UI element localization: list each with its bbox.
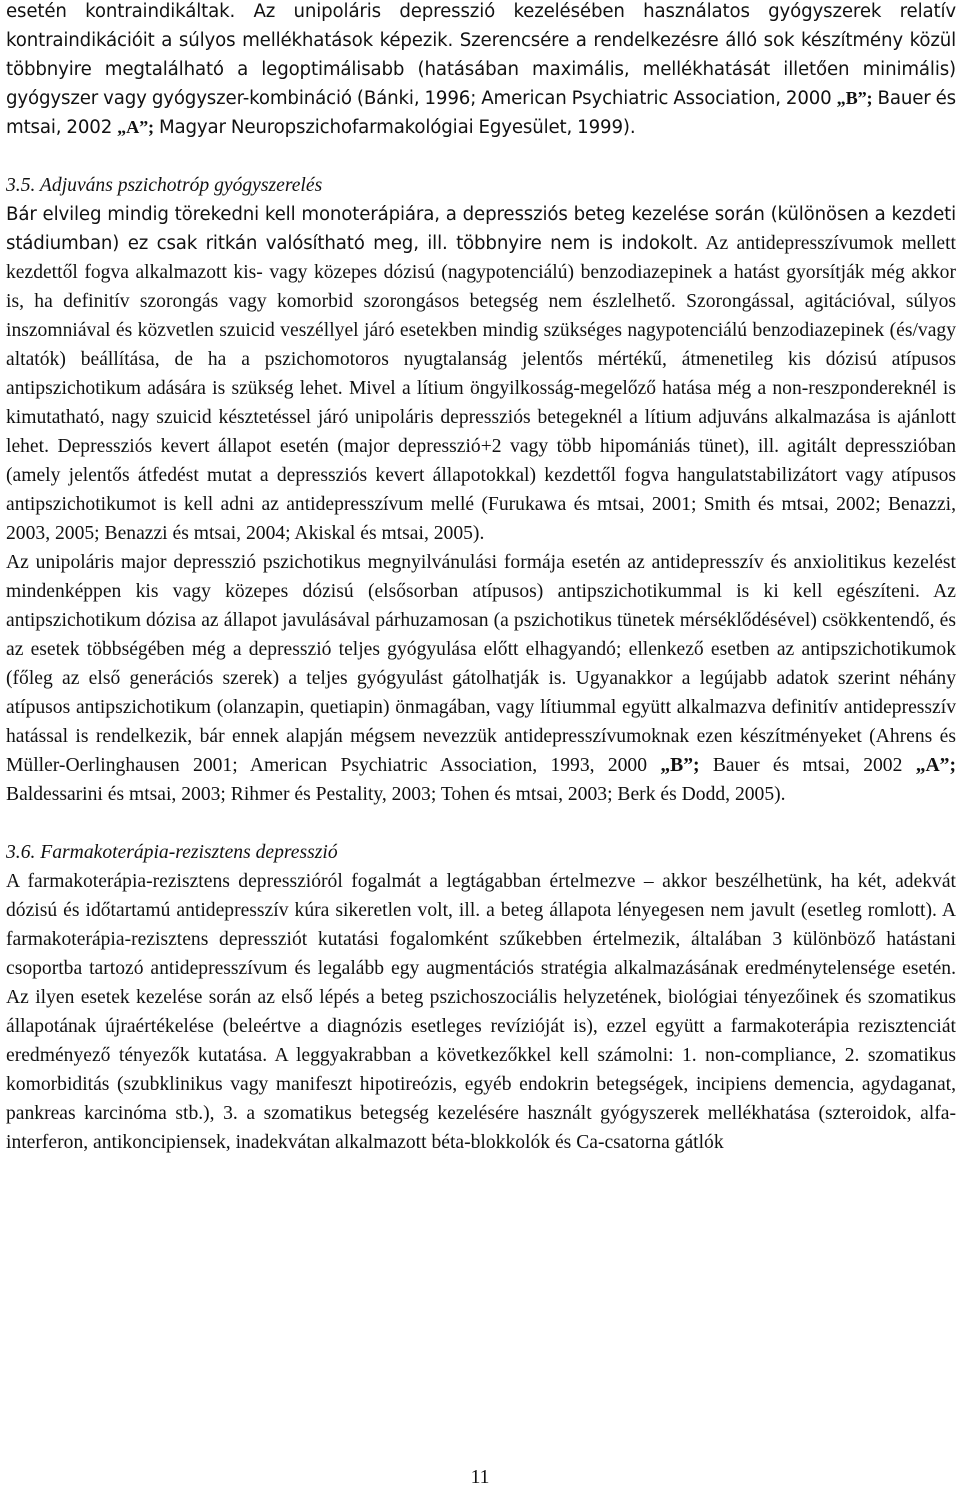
citation-mark-a: „A”; bbox=[117, 117, 154, 137]
paragraph-2-text-part2: Bauer és mtsai, 2002 bbox=[699, 755, 916, 776]
document-page bbox=[6, 0, 956, 1157]
paragraph-1-sans-text: Bár elvileg mindig törekedni kell monoterápiára, a depressziós beteg kezelése során (különösen a kezdeti stádiumban) ez csak ritkán valósítható meg, ill. többnyire nem is indokolt. bbox=[6, 204, 956, 254]
intro-text-part3: Magyar Neuropszichofarmakológiai Egyesület, 1999). bbox=[153, 117, 636, 138]
citation-mark-b: „B”; bbox=[660, 755, 700, 776]
section-heading-3-6: 3.6. Farmakoterápia-rezisztens depresszió bbox=[6, 842, 338, 863]
citation-mark-a: „A”; bbox=[915, 755, 956, 776]
intro-paragraph bbox=[6, 0, 956, 142]
section-3-5-paragraph-2 bbox=[6, 548, 956, 809]
section-heading-3-5: 3.5. Adjuváns pszichotróp gyógyszerelés bbox=[6, 175, 323, 196]
intro-text-part2: Bauer és mtsai, 2002 bbox=[6, 88, 957, 138]
paragraph-2-text-part1: Az unipoláris major depresszió pszichotikus megnyilvánulási formája esetén az antidepresszív és anxiolitikus kezelést mindenképpen kis vagy közepes dózisú (elsősorban atípusos) antipszichotikummal is ki kell egészíteni. Az antipszichotikum dózisa az állapot javulásával párhuzamosan (a pszichotikus tünetek mérséklődésével) csökkentendő, és az esetek többségében még a depresszió teljes gyógyulása előtt elhagyandó; ellenkező esetben az antipszichotikumok (főleg az első generációs szerek) a teljes gyógyulást gátolhatják is. Ugyanakkor a legújabb adatok szerint néhány atípusos antipszichotikum (olanzapin, quetiapin) önmagában, vagy lítiummal együtt alkalmazva definitív antidepresszív hatással is rendelkezik, bár ennek alapján mégsem nevezzük antidepresszívumoknak ezen készítményeket (Ahrens és Müller-Oerlinghausen 2001; American Psychiatric Association, 1993, 2000 bbox=[6, 552, 956, 776]
citation-mark-b: „B”; bbox=[836, 88, 873, 108]
intro-text-part1: esetén kontraindikáltak. Az unipoláris depresszió kezelésében használatos gyógyszerek relatív kontraindikációit a súlyos mellékhatások képezik. Szerencsére a rendelkezésre álló sok készítmény közül többnyire megtalálható a legoptimálisabb (hatásában maximális, mellékhatását illetően minimális) gyógyszer vagy gyógyszer-kombináció (Bánki, 1996; American Psychiatric Association, 2000 bbox=[6, 1, 956, 109]
paragraph-2-text-part3: Baldessarini és mtsai, 2003; Rihmer és Pestality, 2003; Tohen és mtsai, 2003; Berk és Dodd, 2005). bbox=[6, 784, 786, 805]
section-3-5-paragraph-1 bbox=[6, 200, 956, 548]
page-number: 11 bbox=[470, 1467, 490, 1488]
section-3-6-paragraph: A farmakoterápia-rezisztens depresszióról fogalmát a legtágabban értelmezve – akkor beszélhetünk, ha két, adekvát dózisú és időtartamú antidepresszív kúra sikeretlen volt, ill. a beteg állapota lényegesen nem javult (esetleg romlott). A farmakoterápia-rezisztens depressziót kutatási fogalomként szűkebben értelmezik, általában 3 különböző hatástani csoportba tartozó antidepresszívum és legalább egy augmentációs stratégia alkalmazásának eredménytelensége esetén. Az ilyen esetek kezelése során az első lépés a beteg pszichoszociális helyzetének, biológiai tényezőinek és szomatikus állapotának újraértékelése (beleértve a diagnózis esetleges revízióját is), ezzel együtt a farmakoterápia rezisztenciát eredményező tényezők kutatása. A leggyakrabban a következőkkel kell számolni: 1. non-compliance, 2. szomatikus komorbiditás (szubklinikus vagy manifeszt hipotireózis, egyéb endokrin betegségek, incipiens demencia, agydaganat, pankreas karcinóma stb.), 3. a szomatikus betegség kezelésére használt gyógyszerek mellékhatása (szteroidok, alfa-interferon, antikoncipiensek, inadekvátan alkalmazott béta-blokkolók és Ca-csatorna gátlók bbox=[6, 871, 956, 1153]
paragraph-spacer bbox=[6, 809, 956, 838]
paragraph-spacer bbox=[6, 142, 956, 171]
paragraph-1-serif-text: Az antidepresszívumok mellett kezdettől fogva alkalmazott kis- vagy közepes dózisú (nagypotenciálú) benzodiazepinek a hatást gyorsítják még akkor is, ha definitív szorongás vagy komorbid szorongásos betegség nem észlelhető. Szorongással, agitációval, súlyos inszomniával és közvetlen szuicid veszéllyel járó esetekben mindig szükséges nagypotenciálú benzodiazepinek (és/vagy altatók) beállítása, de ha a pszichomotoros nyugtalanság jelentős mértékű, átmenetileg kis dózisú atípusos antipszichotikum adására is szükség lehet. Mivel a lítium öngyilkosság-megelőző hatása még a non-reszpondereknél is kimutatható, nagy szuicid késztetéssel járó unipoláris depressziós betegeknél a lítium adjuváns alkalmazása is ajánlott lehet. Depressziós kevert állapot esetén (major depresszió+2 vagy több hipomániás tünet), ill. agitált depresszióban (amely jelentős átfedést mutat a depressziós kevert állapotokkal) kezdettől fogva hangulatstabilizátort vagy atípusos antipszichotikumot is kell adni az antidepresszívum mellé (Furukawa és mtsai, 2001; Smith és mtsai, 2002; Benazzi, 2003, 2005; Benazzi és mtsai, 2004; Akiskal és mtsai, 2005). bbox=[6, 233, 956, 544]
